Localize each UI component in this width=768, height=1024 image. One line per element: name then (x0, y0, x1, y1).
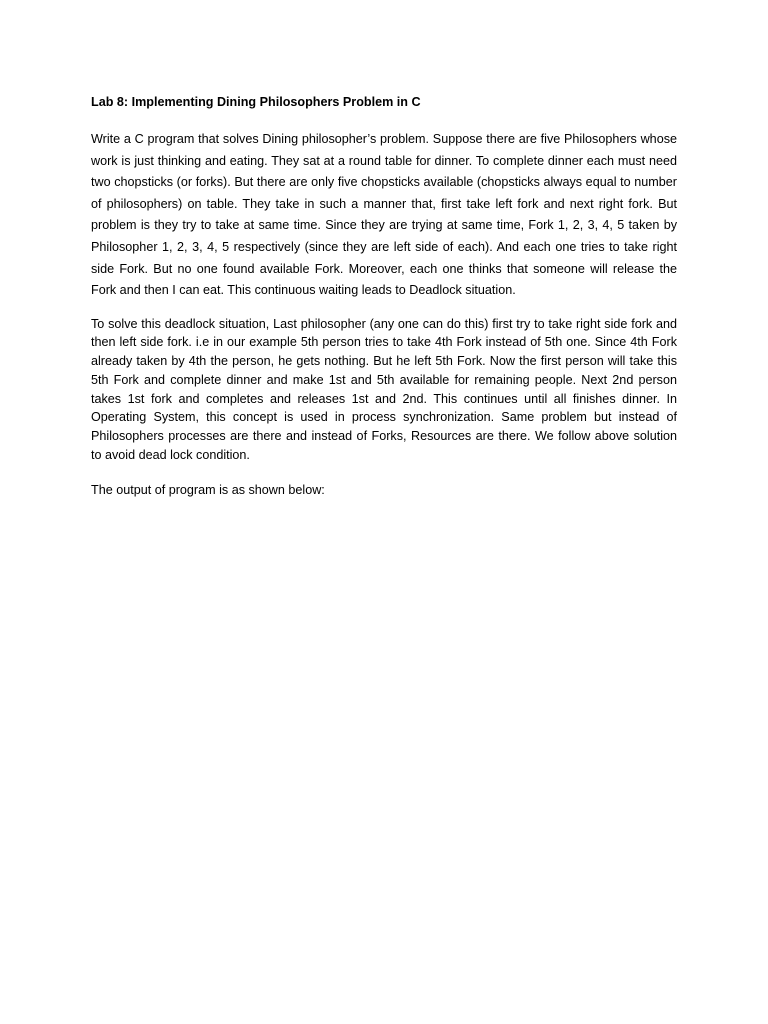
document-title: Lab 8: Implementing Dining Philosophers Problem in C (91, 95, 421, 109)
paragraph-deadlock-solution: To solve this deadlock situation, Last philosopher (any one can do this) first try to take right side fork and then left side fork. i.e in our example 5th person tries to take 4th Fork instead of 5th one. Since 4th Fork already taken by 4th the person, he gets nothing. But he left 5th Fork. Now the first person will take this 5th Fork and complete dinner and make 1st and 5th available for remaining people. Next 2nd person takes 1st fork and completes and releases 1st and 2nd. This continues until all finishes dinner. In Operating System, this concept is used in process synchronization. Same problem but instead of Philosophers processes are there and instead of Forks, Resources are there. We follow above solution to avoid dead lock condition. (91, 316, 677, 462)
paragraph-problem-statement: Write a C program that solves Dining philosopher’s problem. Suppose there are five Philosophers whose work is just thinking and eating. They sat at a round table for dinner. To complete dinner each must need two chopsticks (or forks). But there are only five chopsticks available (chopsticks always equal to number of philosophers) on table. They take in such a manner that, first take left fork and next right fork. But problem is they try to take at same time. Since they are trying at same time, Fork 1, 2, 3, 4, 5 taken by Philosopher 1, 2, 3, 4, 5 respectively (since they are left side of each). And each one tries to take right side Fork. But no one found available Fork. Moreover, each one thinks that someone will release the Fork and then I can eat. This continuous waiting leads to Deadlock situation. (91, 132, 677, 298)
paragraph-output-intro: The output of program is as shown below: (91, 483, 325, 498)
